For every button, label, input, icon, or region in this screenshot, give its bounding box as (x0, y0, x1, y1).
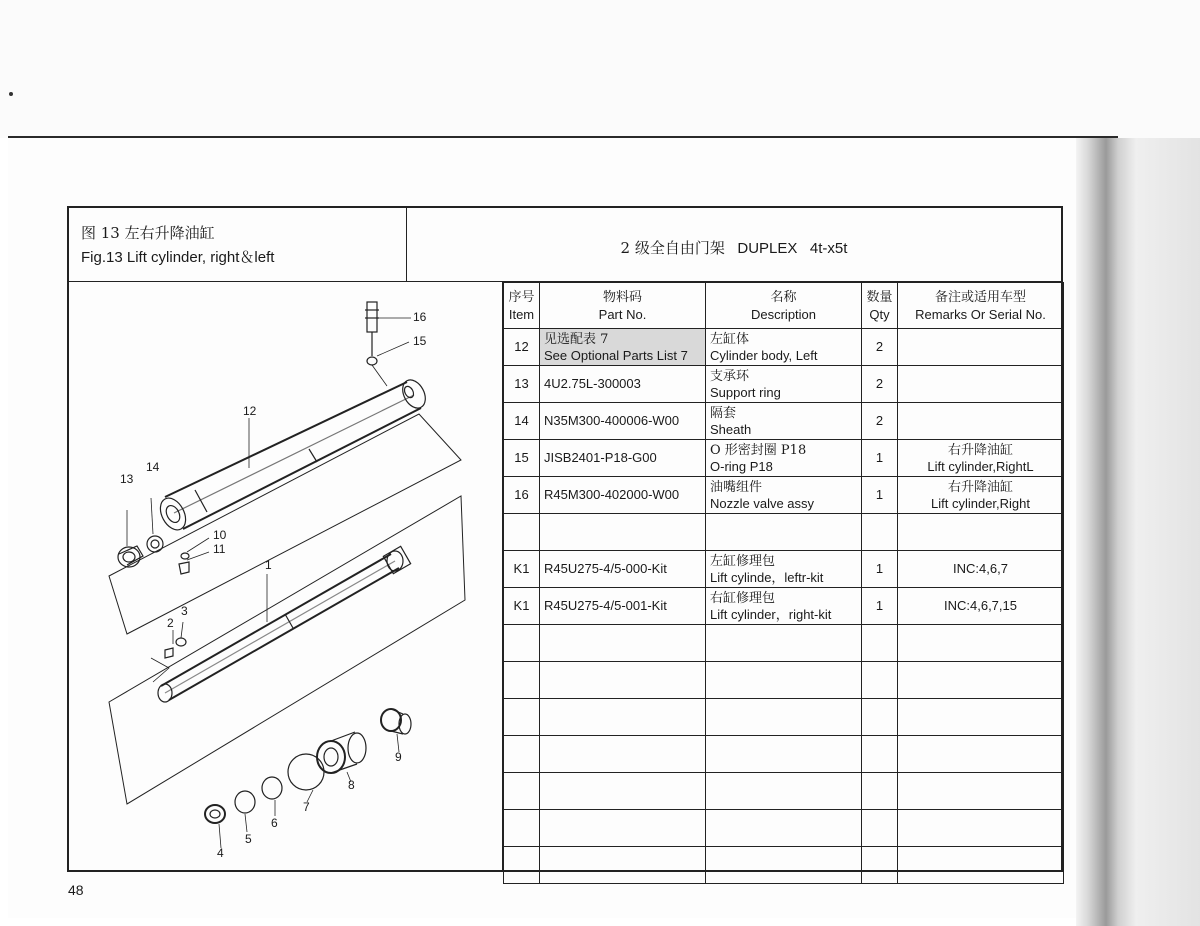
cell-qty (862, 477, 898, 514)
cell-description-text: 左缸体 (710, 331, 750, 347)
cell-qty (862, 440, 898, 477)
cell-qty (862, 625, 898, 662)
cell-qty-text: 1 (875, 598, 884, 613)
cell-remarks (898, 588, 1064, 625)
cell-description-text: 左缸修理包 (710, 553, 776, 569)
table-row (504, 514, 1064, 551)
callout-3: 3 (181, 604, 188, 618)
table-row (504, 440, 1064, 477)
cell-item (504, 736, 540, 773)
table-row (504, 366, 1064, 403)
lift-cylinder-drawing (69, 282, 501, 868)
scan-speck (9, 92, 13, 96)
cell-qty-text: 1 (875, 450, 884, 465)
cell-item-text: 12 (514, 339, 529, 354)
callout-2: 2 (167, 616, 174, 630)
cell-part-no (540, 847, 706, 884)
cell-description-text: Cylinder body, Left (710, 347, 818, 363)
cell-remarks (898, 366, 1064, 403)
cell-description (706, 625, 862, 662)
column-header-part-no: 物料码 Part No. (540, 283, 706, 329)
table-row (504, 625, 1064, 662)
cell-part-no (540, 477, 706, 514)
cell-remarks (898, 773, 1064, 810)
cell-item (504, 440, 540, 477)
cell-qty (862, 588, 898, 625)
cell-item (504, 366, 540, 403)
model-capacity: 4t-x5t (809, 240, 848, 257)
exploded-diagram (69, 282, 503, 870)
callout-15: 15 (413, 334, 427, 348)
cell-description-text: O-ring P18 (710, 458, 773, 474)
cell-item-text: 14 (514, 413, 529, 428)
model-name: DUPLEX (737, 240, 798, 257)
cell-remarks (898, 551, 1064, 588)
cell-description (706, 440, 862, 477)
cell-part-no-text: N35M300-400006-W00 (544, 413, 680, 428)
cell-part-no (540, 440, 706, 477)
cell-item (504, 403, 540, 440)
cell-part-no-text: R45M300-402000-W00 (544, 487, 680, 502)
callout-5: 5 (245, 832, 252, 846)
piston-rod-part (158, 546, 411, 702)
model-title (407, 237, 1061, 258)
cell-part-no (540, 514, 706, 551)
cell-item (504, 588, 540, 625)
cell-item-text: K1 (513, 598, 530, 613)
figure-frame (67, 206, 1063, 872)
callout-7: 7 (303, 800, 310, 814)
cell-part-no (540, 662, 706, 699)
cell-remarks (898, 477, 1064, 514)
cell-description-text: Lift cylinde，leftr-kit (710, 569, 824, 585)
cell-qty (862, 329, 898, 366)
cell-qty (862, 551, 898, 588)
callout-1: 1 (265, 558, 272, 572)
cell-qty-text: 1 (875, 561, 884, 576)
cell-description (706, 329, 862, 366)
cell-remarks (898, 847, 1064, 884)
cell-qty (862, 403, 898, 440)
cell-part-no (540, 699, 706, 736)
table-row (504, 477, 1064, 514)
cell-qty-text: 2 (875, 413, 884, 428)
cell-description (706, 810, 862, 847)
cell-item (504, 477, 540, 514)
cell-part-no-text: 4U2.75L-300003 (544, 376, 641, 391)
sheath-part (147, 536, 163, 552)
cell-description (706, 477, 862, 514)
cell-description-text: Nozzle valve assy (710, 495, 815, 511)
table-row (504, 773, 1064, 810)
callout-8: 8 (348, 778, 355, 792)
cell-description-text: 右缸修理包 (710, 590, 776, 606)
column-header-description: 名称 Description (706, 283, 862, 329)
cell-item (504, 662, 540, 699)
bushing-part (381, 709, 411, 734)
cell-remarks (898, 440, 1064, 477)
cell-part-no (540, 403, 706, 440)
cell-part-no (540, 588, 706, 625)
cell-item (504, 625, 540, 662)
cell-item (504, 514, 540, 551)
cell-qty-text: 1 (875, 487, 884, 502)
cell-remarks (898, 329, 1064, 366)
cell-item (504, 699, 540, 736)
cell-qty-text: 2 (875, 339, 884, 354)
cell-item-text: 13 (514, 376, 529, 391)
cell-qty (862, 847, 898, 884)
cell-part-no (540, 736, 706, 773)
cell-description (706, 699, 862, 736)
support-ring-part (118, 546, 143, 567)
cylinder-body-part (155, 376, 430, 534)
page-top-edge (8, 136, 1118, 138)
column-header-remarks: 备注或适用车型 Remarks Or Serial No. (898, 283, 1064, 329)
callout-14: 14 (146, 460, 160, 474)
callout-11: 11 (213, 542, 226, 556)
parts-table (503, 282, 1064, 884)
cell-remarks (898, 514, 1064, 551)
cell-item-text: 15 (514, 450, 529, 465)
cell-description (706, 366, 862, 403)
cell-qty (862, 366, 898, 403)
table-row (504, 810, 1064, 847)
cell-description (706, 773, 862, 810)
gland-part (317, 732, 366, 773)
model-header (407, 208, 1061, 282)
cell-description (706, 551, 862, 588)
column-header-qty: 数量 Qty (862, 283, 898, 329)
model-name-cn: 2 级全自由门架 (620, 239, 725, 257)
cell-qty (862, 699, 898, 736)
cell-description (706, 736, 862, 773)
cell-description-text: Support ring (710, 384, 781, 400)
callout-16: 16 (413, 310, 427, 324)
cell-description (706, 403, 862, 440)
table-row (504, 329, 1064, 366)
cell-part-no (540, 366, 706, 403)
cell-qty (862, 773, 898, 810)
cell-qty (862, 514, 898, 551)
cell-remarks-text: Lift cylinder,RightL (927, 458, 1034, 474)
cell-description-text: O 形密封圈 P18 (710, 442, 807, 458)
cell-part-no-text: JISB2401-P18-G00 (544, 450, 657, 465)
table-row (504, 847, 1064, 884)
cell-part-no-text: R45U275-4/5-001-Kit (544, 598, 667, 613)
callout-10: 10 (213, 528, 227, 542)
cell-item (504, 847, 540, 884)
cell-description-text: Lift cylinder，right-kit (710, 606, 832, 622)
cell-part-no (540, 625, 706, 662)
cell-qty (862, 810, 898, 847)
cell-part-no (540, 773, 706, 810)
cell-item (504, 773, 540, 810)
cell-description-text: 隔套 (710, 405, 737, 421)
table-row (504, 588, 1064, 625)
cell-item (504, 810, 540, 847)
column-header-item: 序号 Item (504, 283, 540, 329)
table-row (504, 403, 1064, 440)
cell-remarks (898, 810, 1064, 847)
cell-qty (862, 662, 898, 699)
cell-part-no (540, 810, 706, 847)
cell-remarks (898, 699, 1064, 736)
page-number: 48 (68, 882, 84, 898)
table-row (504, 736, 1064, 773)
table-row (504, 662, 1064, 699)
cell-item (504, 551, 540, 588)
cell-part-no (540, 329, 706, 366)
cell-part-no-text: 见选配表 7 (544, 331, 609, 347)
cell-remarks-text: Lift cylinder,Right (931, 495, 1030, 511)
cell-description-text: 油嘴组件 (710, 479, 763, 495)
callout-4: 4 (217, 846, 224, 860)
cell-remarks (898, 625, 1064, 662)
callout-9: 9 (395, 750, 402, 764)
table-header-row (504, 283, 1064, 329)
cell-part-no-text: See Optional Parts List 7 (544, 347, 688, 363)
cell-item-text: 16 (514, 487, 529, 502)
callout-13: 13 (120, 472, 134, 486)
cell-qty-text: 2 (875, 376, 884, 391)
cell-description (706, 514, 862, 551)
callout-12: 12 (243, 404, 257, 418)
cell-remarks-text: 右升降油缸 (947, 479, 1013, 495)
cell-description (706, 588, 862, 625)
table-row (504, 551, 1064, 588)
cell-item-text: K1 (513, 561, 530, 576)
cell-part-no-text: R45U275-4/5-000-Kit (544, 561, 667, 576)
cell-part-no (540, 551, 706, 588)
cell-description (706, 662, 862, 699)
table-row (504, 699, 1064, 736)
book-binding-shadow (1076, 138, 1200, 926)
cell-remarks (898, 403, 1064, 440)
scan-background (0, 0, 1200, 138)
cell-remarks (898, 662, 1064, 699)
cell-qty (862, 736, 898, 773)
cell-description (706, 847, 862, 884)
nozzle-valve-part (365, 302, 387, 386)
cell-remarks (898, 736, 1064, 773)
cell-remarks-text: INC:4,6,7 (953, 561, 1008, 576)
callout-6: 6 (271, 816, 278, 830)
figure-title-en: Fig.13 Lift cylinder, right＆left (81, 249, 275, 266)
cell-item (504, 329, 540, 366)
cell-remarks-text: INC:4,6,7,15 (944, 598, 1017, 613)
figure-title-cn: 图 13 左右升降油缸 (81, 224, 215, 242)
cell-remarks-text: 右升降油缸 (947, 442, 1013, 458)
cell-description-text: Sheath (710, 421, 752, 437)
cell-description-text: 支承环 (710, 368, 750, 384)
figure-title-box (69, 208, 407, 282)
